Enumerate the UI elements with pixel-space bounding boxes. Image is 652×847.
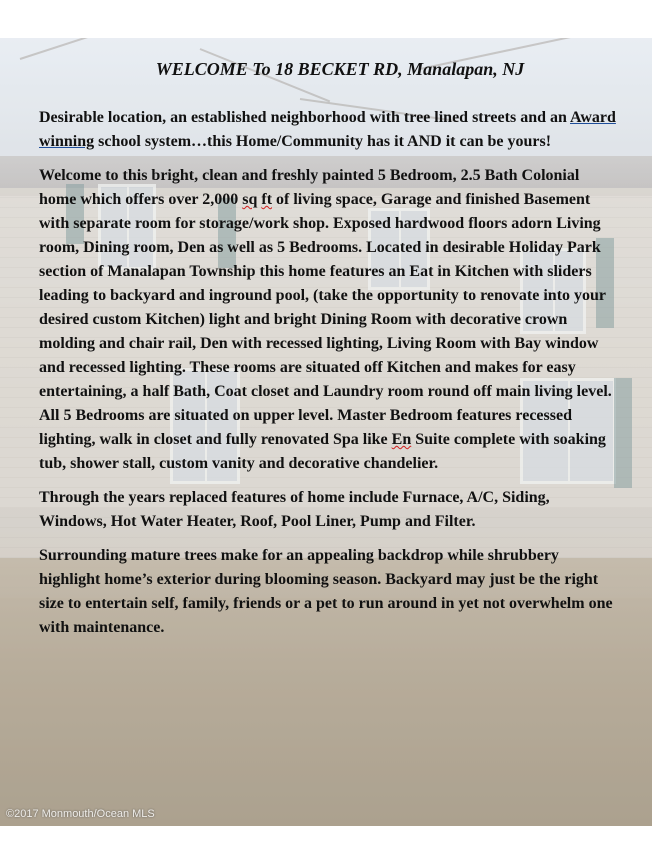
text-run: of living space, Garage and finished Basement with separate room for storage/work shop. Exposed hardwood floors adorn Living room, Dining room, Den as well as 5 Bedrooms. Located in desirable Holiday Park section of Manalapan Township this home features an Eat in Kitchen with sliders leading to backyard and inground pool, (take the opportunity to renovate into your desired custom Kitchen) light and bright Dining Room with decorative crown molding and chair rail, Den with recessed lighting, Living Room with Bay window and recessed lighting. These rooms are situated off Kitchen and makes for easy entertaining, a half Bath, Coat closet and Laundry room round off main living level. All 5 Bedrooms are situated on upper level. Master Bedroom features recessed lighting, walk in closet and fully renovated Spa like bbox=[39, 191, 612, 448]
page-title: WELCOME To 18 BECKET RD, Manalapan, NJ bbox=[155, 59, 525, 79]
spellcheck-word-en: En bbox=[391, 431, 412, 448]
award-winning-link[interactable]: Award winning bbox=[39, 109, 616, 150]
spellcheck-word-sq: sq bbox=[242, 191, 258, 208]
paragraph-home-features bbox=[39, 164, 619, 476]
top-margin bbox=[0, 0, 652, 38]
paragraph-backyard: Surrounding mature trees make for an appealing backdrop while shrubbery highlight home’s exterior during blooming season. Backyard may just be the right size to entertain self, family, friends or a pet to run around in yet not overwhelm one with maintenance. bbox=[39, 547, 613, 636]
paragraph-replaced-features: Through the years replaced features of home include Furnace, A/C, Siding, Windows, Hot Water Heater, Roof, Pool Liner, Pump and Filter. bbox=[39, 489, 550, 530]
text-run: Desirable location, an established neighborhood with tree lined streets and an bbox=[39, 109, 570, 126]
listing-description bbox=[39, 58, 619, 650]
paragraph-location bbox=[39, 106, 619, 154]
mls-copyright-watermark: ©2017 Monmouth/Ocean MLS bbox=[6, 808, 155, 820]
spellcheck-word-ft: ft bbox=[261, 191, 273, 208]
text-run: Welcome to this bright, clean and freshly painted 5 Bedroom, 2.5 Bath Colonial home which offers over 2,000 bbox=[39, 167, 580, 208]
bottom-margin bbox=[0, 826, 652, 847]
text-run: school system…this Home/Community has it AND it can be yours! bbox=[94, 133, 552, 150]
text-run: Suite complete with soaking tub, shower stall, custom vanity and decorative chandelier. bbox=[39, 431, 606, 472]
